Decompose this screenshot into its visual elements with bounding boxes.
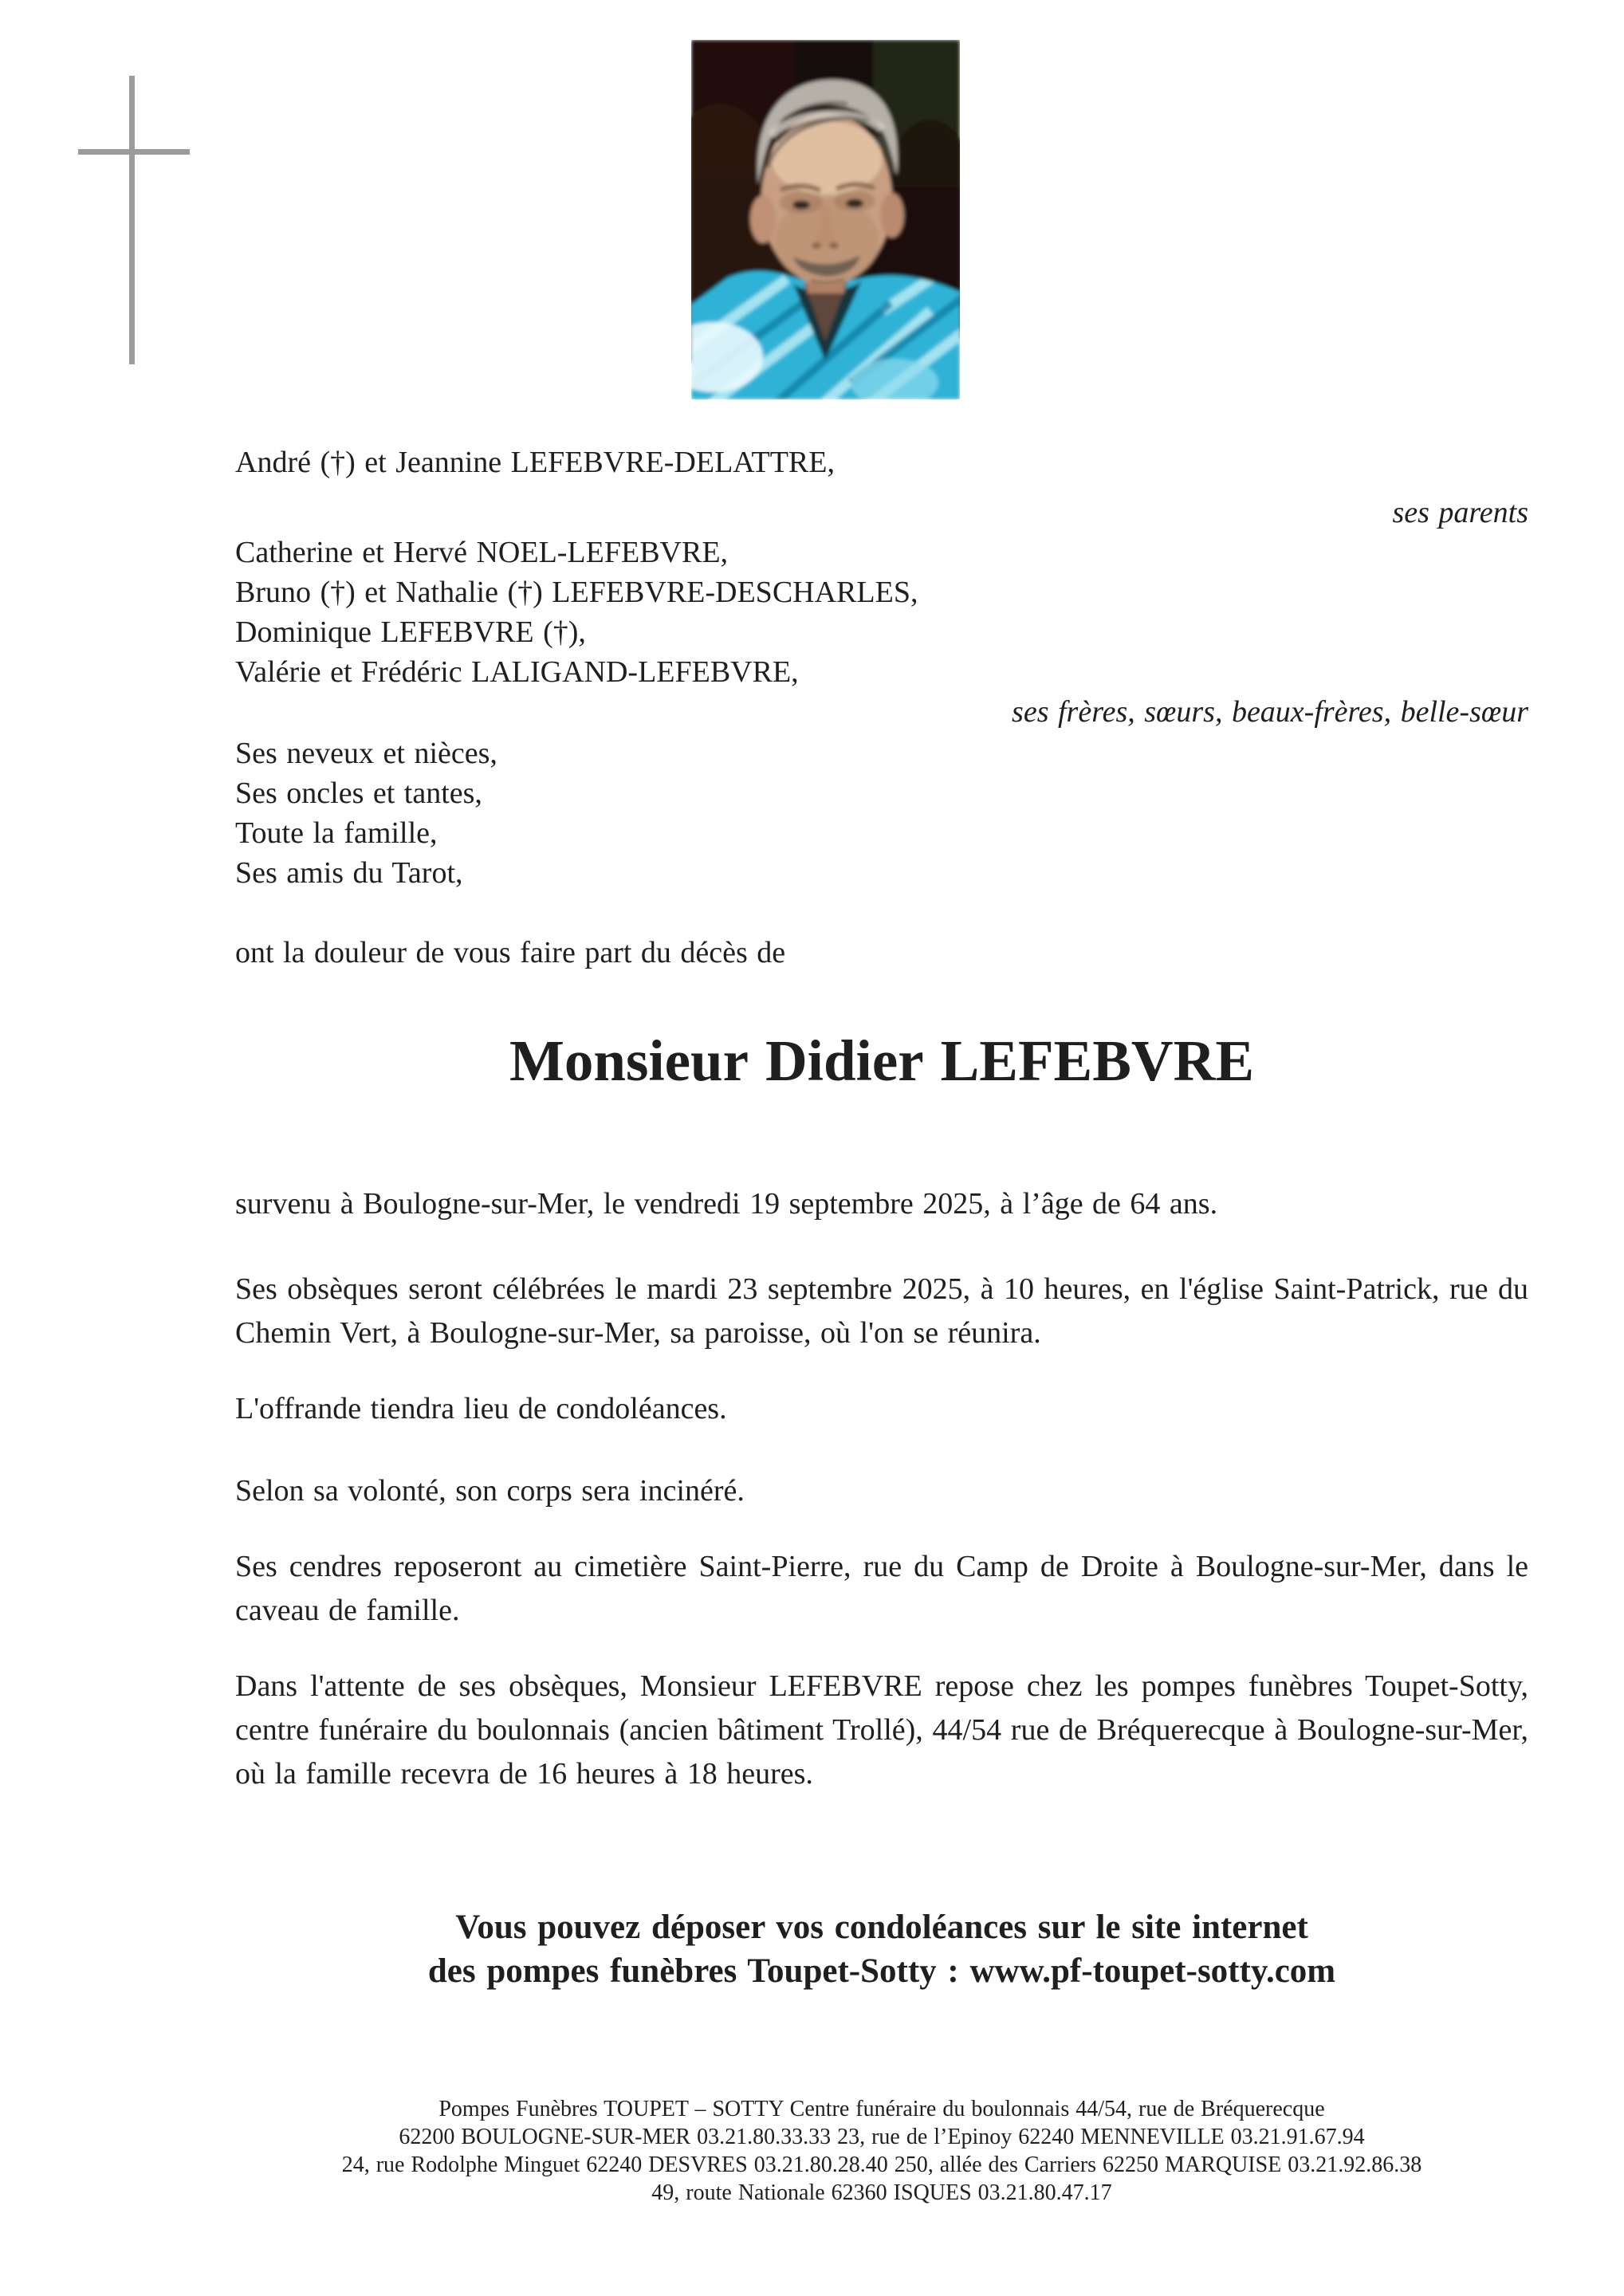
funeral-paragraph: Ses obsèques seront célébrées le mardi 23 septembre 2025, à 10 heures, en l'église Saint-Patrick, rue du Chemin Vert, à Boulogne-sur-Mer, sa paroisse, où l'on se réunira. bbox=[235, 1272, 1528, 1350]
footer-address-line: Pompes Funèbres TOUPET – SOTTY Centre funéraire du boulonnais 44/54, rue de Bréquerecque bbox=[438, 2097, 1325, 2121]
family-sibling-line: Catherine et Hervé NOEL-LEFEBVRE, bbox=[235, 536, 729, 569]
repose-paragraph: Dans l'attente de ses obsèques, Monsieur LEFEBVRE repose chez les pompes funèbres Toupet-Sotty, centre funéraire du boulonnais (ancien bâtiment Trollé), 44/54 rue de Bréquerecque à Boulogne-sur-Mer, où la famille recevra de 16 heures à 18 heures. bbox=[235, 1669, 1528, 1791]
family-parents-line: André (†) et Jeannine LEFEBVRE-DELATTRE, bbox=[235, 446, 835, 479]
announcement-text: ont la douleur de vous faire part du décès de bbox=[235, 936, 786, 969]
family-sibling-line: Bruno (†) et Nathalie (†) LEFEBVRE-DESCHARLES, bbox=[235, 576, 918, 609]
family-relative-line: Ses amis du Tarot, bbox=[235, 856, 463, 890]
footer-address-line: 62200 BOULOGNE-SUR-MER 03.21.80.33.33 23, rue de l’Epinoy 62240 MENNEVILLE 03.21.91.67.94 bbox=[399, 2125, 1365, 2149]
family-siblings-block bbox=[235, 533, 1528, 692]
cross-vertical-bar bbox=[129, 76, 135, 364]
memorial-cross-icon bbox=[78, 76, 191, 364]
announcement-text-column bbox=[235, 442, 1528, 2207]
family-relative-line: Ses oncles et tantes, bbox=[235, 776, 482, 810]
condolences-line-2: des pompes funèbres Toupet-Sotty : www.pf-toupet-sotty.com bbox=[427, 1952, 1336, 1990]
offering-paragraph: L'offrande tiendra lieu de condoléances. bbox=[235, 1392, 727, 1425]
relation-siblings-label: ses frères, sœurs, beaux-frères, belle-sœur bbox=[1012, 695, 1528, 729]
footer-address-line: 49, route Nationale 62360 ISQUES 03.21.80.47.17 bbox=[651, 2180, 1112, 2205]
deceased-name-title: Monsieur Didier LEFEBVRE bbox=[509, 1028, 1255, 1093]
family-relative-line: Toute la famille, bbox=[235, 816, 438, 850]
family-relative-line: Ses neveux et nièces, bbox=[235, 737, 497, 770]
ashes-paragraph: Ses cendres reposeront au cimetière Saint-Pierre, rue du Camp de Droite à Boulogne-sur-Mer, dans le caveau de famille. bbox=[235, 1550, 1528, 1627]
funeral-home-footer bbox=[235, 2095, 1528, 2207]
condolences-line-1: Vous pouvez déposer vos condoléances sur le site internet bbox=[455, 1909, 1308, 1946]
family-sibling-line: Dominique LEFEBVRE (†), bbox=[235, 615, 586, 649]
cremation-paragraph: Selon sa volonté, son corps sera incinéré. bbox=[235, 1474, 745, 1508]
cross-horizontal-bar bbox=[78, 149, 190, 155]
family-relatives-block bbox=[235, 733, 1528, 893]
footer-address-line: 24, rue Rodolphe Minguet 62240 DESVRES 03.21.80.28.40 250, allée des Carriers 62250 MARQUISE 03.21.92.86.38 bbox=[341, 2152, 1422, 2177]
portrait-photo bbox=[691, 40, 960, 399]
family-sibling-line: Valérie et Frédéric LALIGAND-LEFEBVRE, bbox=[235, 655, 799, 689]
relation-parents-label: ses parents bbox=[1392, 496, 1528, 529]
condolences-website-block bbox=[235, 1905, 1528, 1993]
death-notice-text: survenu à Boulogne-sur-Mer, le vendredi 19 septembre 2025, à l’âge de 64 ans. bbox=[235, 1187, 1218, 1221]
